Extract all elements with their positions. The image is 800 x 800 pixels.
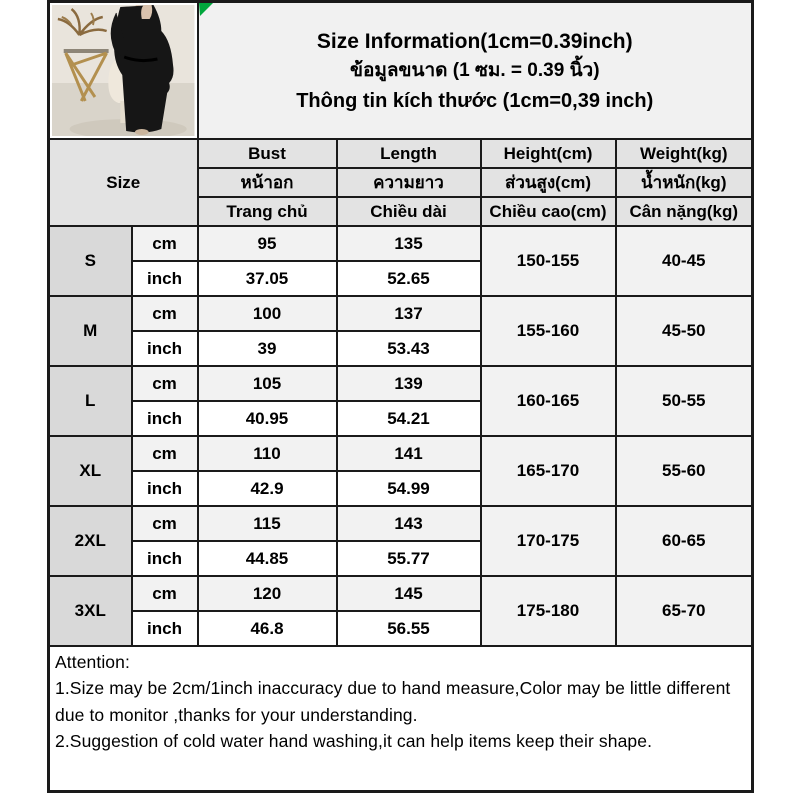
weight-header-en: Weight(kg) bbox=[616, 139, 753, 168]
length-cm-value: 137 bbox=[337, 296, 481, 331]
size-row-3xl-cm bbox=[49, 576, 753, 611]
bust-cm-value: 115 bbox=[198, 506, 337, 541]
unit-inch-label: inch bbox=[132, 331, 198, 366]
bust-inch-value: 44.85 bbox=[198, 541, 337, 576]
bust-cm-value: 105 bbox=[198, 366, 337, 401]
length-cm-value: 135 bbox=[337, 226, 481, 261]
size-information-title-cell bbox=[198, 2, 753, 140]
height-range-value: 165-170 bbox=[481, 436, 616, 506]
weight-range-value: 45-50 bbox=[616, 296, 753, 366]
weight-range-value: 55-60 bbox=[616, 436, 753, 506]
unit-cm-label: cm bbox=[132, 576, 198, 611]
length-header-en: Length bbox=[337, 139, 481, 168]
length-inch-value: 55.77 bbox=[337, 541, 481, 576]
bust-cm-value: 100 bbox=[198, 296, 337, 331]
unit-cm-label: cm bbox=[132, 436, 198, 471]
length-cm-value: 139 bbox=[337, 366, 481, 401]
attention-heading: Attention: bbox=[55, 652, 130, 672]
green-corner-flag-icon bbox=[199, 3, 213, 17]
weight-range-value: 50-55 bbox=[616, 366, 753, 436]
unit-cm-label: cm bbox=[132, 296, 198, 331]
length-inch-value: 53.43 bbox=[337, 331, 481, 366]
attention-line-2: 2.Suggestion of cold water hand washing,it can help items keep their shape. bbox=[55, 730, 653, 751]
bust-cm-value: 95 bbox=[198, 226, 337, 261]
bust-inch-value: 39 bbox=[198, 331, 337, 366]
bust-header-vi: Trang chủ bbox=[198, 197, 337, 226]
length-header-th: ความยาว bbox=[337, 168, 481, 197]
length-inch-value: 52.65 bbox=[337, 261, 481, 296]
height-header-th: ส่วนสูง(cm) bbox=[481, 168, 616, 197]
size-label-xl: XL bbox=[49, 436, 132, 506]
unit-inch-label: inch bbox=[132, 471, 198, 506]
bust-inch-value: 42.9 bbox=[198, 471, 337, 506]
size-row-m-cm bbox=[49, 296, 753, 331]
length-cm-value: 143 bbox=[337, 506, 481, 541]
height-header-vi: Chiều cao(cm) bbox=[481, 197, 616, 226]
weight-range-value: 65-70 bbox=[616, 576, 753, 646]
weight-range-value: 40-45 bbox=[616, 226, 753, 296]
size-label-l: L bbox=[49, 366, 132, 436]
length-inch-value: 54.99 bbox=[337, 471, 481, 506]
bust-inch-value: 46.8 bbox=[198, 611, 337, 646]
attention-note bbox=[49, 646, 753, 791]
attention-row bbox=[49, 646, 753, 791]
height-range-value: 170-175 bbox=[481, 506, 616, 576]
bust-header-en: Bust bbox=[198, 139, 337, 168]
height-range-value: 155-160 bbox=[481, 296, 616, 366]
length-inch-value: 56.55 bbox=[337, 611, 481, 646]
size-column-header: Size bbox=[49, 139, 198, 226]
header-row-english bbox=[49, 139, 753, 168]
height-range-value: 175-180 bbox=[481, 576, 616, 646]
bust-cm-value: 110 bbox=[198, 436, 337, 471]
size-label-s: S bbox=[49, 226, 132, 296]
size-label-3xl: 3XL bbox=[49, 576, 132, 646]
product-photo bbox=[52, 5, 195, 136]
weight-header-th: น้ำหนัก(kg) bbox=[616, 168, 753, 197]
title-english: Size Information(1cm=0.39inch) bbox=[316, 29, 633, 53]
unit-inch-label: inch bbox=[132, 611, 198, 646]
bust-header-th: หน้าอก bbox=[198, 168, 337, 197]
size-row-s-cm bbox=[49, 226, 753, 261]
height-range-value: 150-155 bbox=[481, 226, 616, 296]
bust-cm-value: 120 bbox=[198, 576, 337, 611]
size-row-2xl-cm bbox=[49, 506, 753, 541]
unit-inch-label: inch bbox=[132, 541, 198, 576]
length-cm-value: 141 bbox=[337, 436, 481, 471]
height-range-value: 160-165 bbox=[481, 366, 616, 436]
length-cm-value: 145 bbox=[337, 576, 481, 611]
weight-range-value: 60-65 bbox=[616, 506, 753, 576]
title-vietnamese: Thông tin kích thước (1cm=0,39 inch) bbox=[296, 89, 654, 112]
size-row-l-cm bbox=[49, 366, 753, 401]
length-header-vi: Chiều dài bbox=[337, 197, 481, 226]
unit-cm-label: cm bbox=[132, 226, 198, 261]
product-photo-cell bbox=[49, 2, 198, 140]
length-inch-value: 54.21 bbox=[337, 401, 481, 436]
size-row-xl-cm bbox=[49, 436, 753, 471]
unit-inch-label: inch bbox=[132, 261, 198, 296]
unit-inch-label: inch bbox=[132, 401, 198, 436]
size-label-2xl: 2XL bbox=[49, 506, 132, 576]
height-header-en: Height(cm) bbox=[481, 139, 616, 168]
unit-cm-label: cm bbox=[132, 506, 198, 541]
photo-title-row bbox=[49, 2, 753, 140]
unit-cm-label: cm bbox=[132, 366, 198, 401]
bust-inch-value: 37.05 bbox=[198, 261, 337, 296]
title-thai: ข้อมูลขนาด (1 ซม. = 0.39 นิ้ว) bbox=[349, 60, 600, 81]
bust-inch-value: 40.95 bbox=[198, 401, 337, 436]
size-chart-table bbox=[47, 0, 754, 793]
size-label-m: M bbox=[49, 296, 132, 366]
weight-header-vi: Cân nặng(kg) bbox=[616, 197, 753, 226]
attention-line-1: 1.Size may be 2cm/1inch inaccuracy due to hand measure,Color may be little different due to monitor ,thanks for your understanding. bbox=[55, 678, 731, 725]
